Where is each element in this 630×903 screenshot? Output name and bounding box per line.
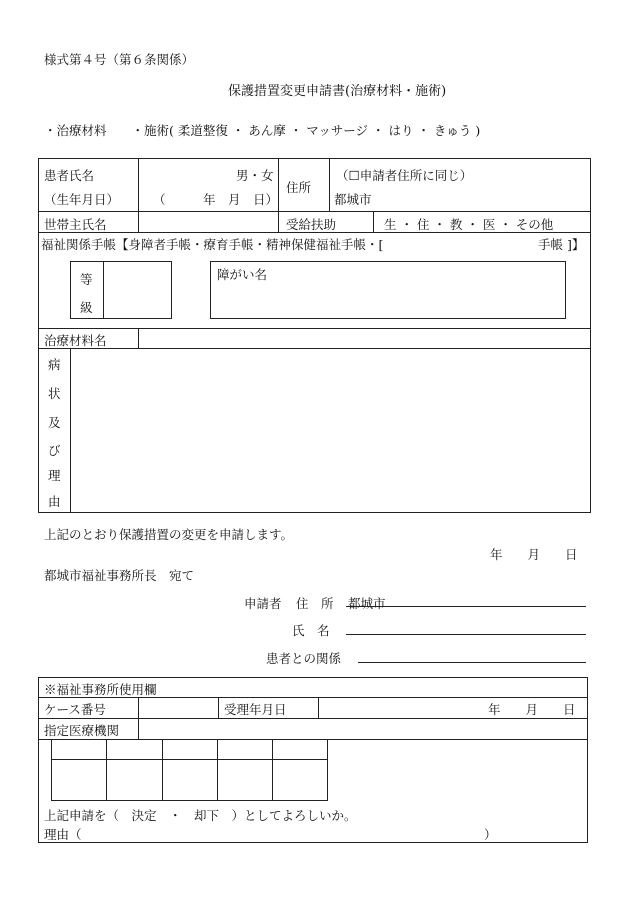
office-use-header: ※福祉事務所使用欄 <box>44 682 157 697</box>
application-date[interactable]: 年 月 日 <box>490 547 578 562</box>
approval-stamp-grid <box>51 739 328 801</box>
decision-line: 上記申請を（ 決定 ・ 却下 ）としてよろしいか。 <box>44 808 357 823</box>
reason-close: ） <box>484 827 497 842</box>
patient-name-label: 患者氏名 <box>44 168 95 183</box>
form-number: 様式第４号（第６条関係） <box>44 52 195 67</box>
applicant-name-line[interactable] <box>346 634 586 635</box>
patient-address-city: 都城市 <box>334 192 372 207</box>
reason-char-2: 状 <box>48 386 61 401</box>
reason-label: 理由（ <box>44 827 82 842</box>
aid-label: 受給扶助 <box>286 217 337 232</box>
household-head-label: 世帯主氏名 <box>44 217 107 232</box>
relation-line[interactable] <box>358 662 586 663</box>
declaration-text: 上記のとおり保護措置の変更を申請します。 <box>44 527 294 542</box>
relation-label: 患者との関係 <box>266 651 342 666</box>
case-number-label: ケース番号 <box>44 702 106 717</box>
applicant-address-value: 都城市 <box>348 596 386 611</box>
birthdate-label: （生年月日） <box>44 192 120 207</box>
address-label: 住所 <box>286 180 312 195</box>
same-address-checkbox[interactable]: （☐申請者住所に同じ） <box>336 168 473 183</box>
category-selection: ・治療材料 ・施術( 柔道整復 ・ あん摩 ・ マッサージ ・ はり ・ きゅう ) <box>44 123 481 138</box>
grade-label-1: 等 <box>80 272 93 287</box>
institution-label: 指定医療機関 <box>44 723 120 738</box>
applicant-name-label: 氏 名 <box>292 623 330 638</box>
birthdate-field[interactable]: （ 年 月 日） <box>153 192 279 207</box>
applicant-address-label: 住 所 <box>296 596 334 611</box>
handbook-line: 福祉関係手帳【身障者手帳・療育手帳・精神保健福祉手帳・[ <box>41 237 384 252</box>
reason-char-1: 病 <box>48 357 61 372</box>
page-title: 保護措置変更申請書(治療材料・施術) <box>228 84 447 99</box>
addressee: 都城市福祉事務所長 宛て <box>44 568 195 583</box>
reason-char-4: び <box>48 443 61 458</box>
reason-char-6: 由 <box>48 494 61 509</box>
grade-label-2: 級 <box>80 300 93 315</box>
reason-char-5: 理 <box>48 468 61 483</box>
applicant-label: 申請者 <box>244 596 282 611</box>
received-date-value[interactable]: 年 月 日 <box>488 702 576 717</box>
material-name-label: 治療材料名 <box>44 333 107 348</box>
received-date-label: 受理年月日 <box>224 702 287 717</box>
aid-options[interactable]: 生 ・ 住 ・ 教 ・ 医 ・ その他 <box>384 217 554 232</box>
handbook-end: 手帳 ]】 <box>538 237 585 252</box>
disability-name-label: 障がい名 <box>217 267 268 282</box>
reason-char-3: 及 <box>48 415 61 430</box>
gender-options[interactable]: 男・女 <box>236 168 274 183</box>
applicant-address-line[interactable] <box>346 606 586 607</box>
